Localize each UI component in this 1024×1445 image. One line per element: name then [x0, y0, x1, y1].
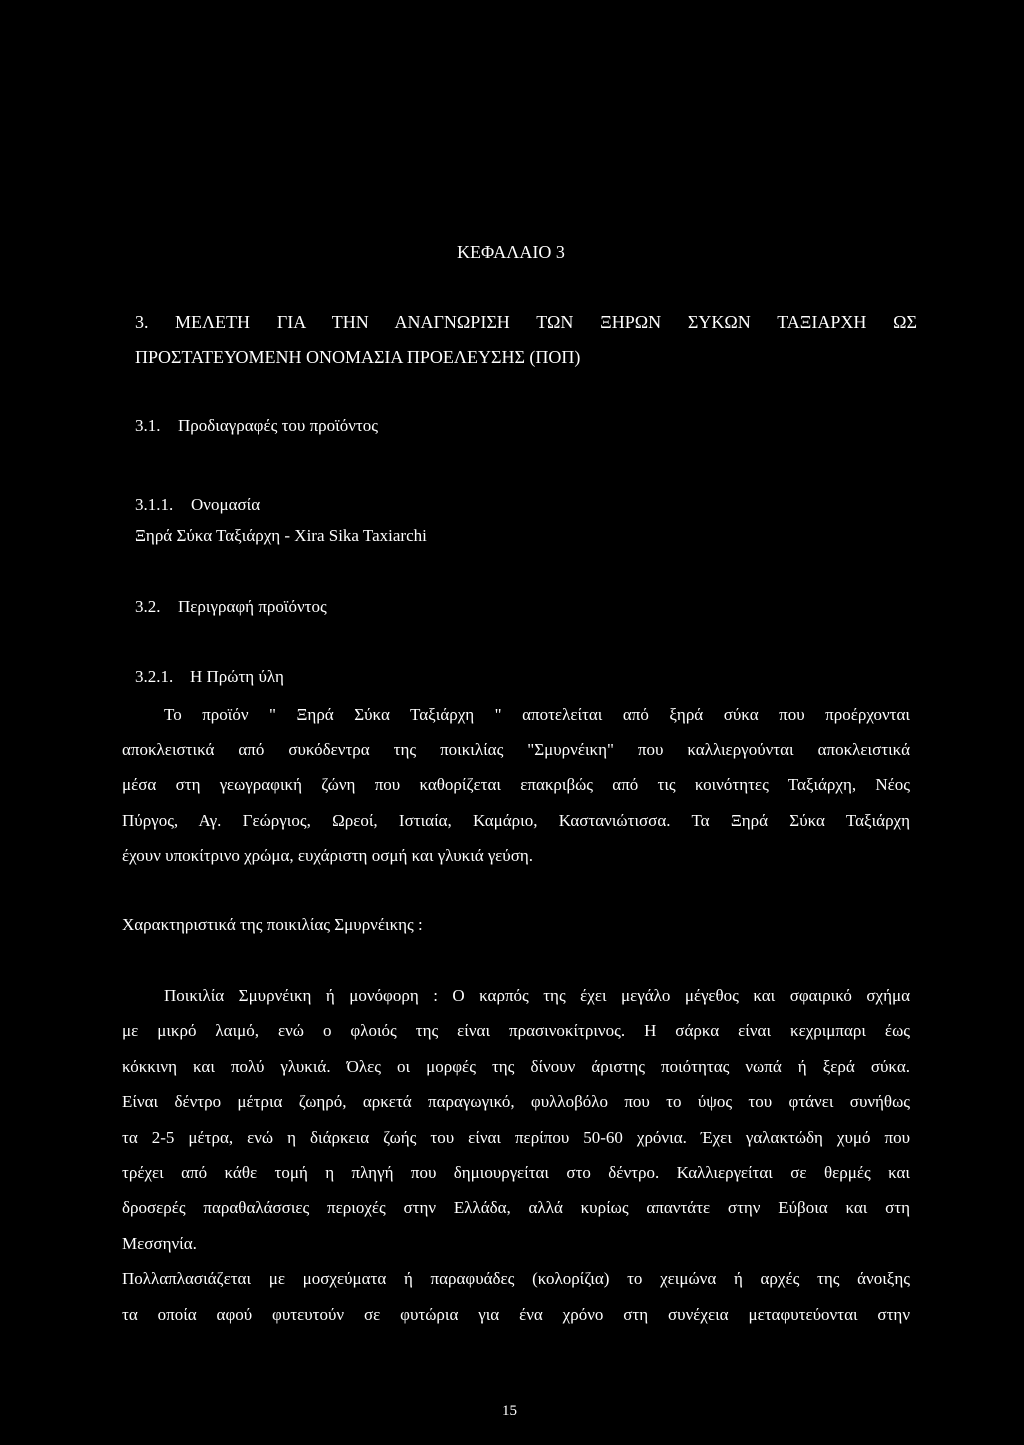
section-3-title-line2: ΠΡΟΣΤΑΤΕΥΟΜΕΝΗ ΟΝΟΜΑΣΙΑ ΠΡΟΕΛΕΥΣΗΣ (ΠΟΠ) — [135, 347, 581, 367]
characteristics-line-6: τρέχει από κάθε τομή η πληγή που δημιουργείται στο δέντρο. Καλλιεργείται σε θερμές και — [122, 1163, 910, 1182]
section-3-1-1-title: Ονομασία — [191, 495, 261, 514]
section-3-1-title: Προδιαγραφές του προϊόντος — [178, 416, 378, 435]
characteristics-line-5: τα 2-5 μέτρα, ενώ η διάρκεια ζωής του είναι περίπου 50-60 χρόνια. Έχει γαλακτώδη χυμό που — [122, 1128, 910, 1147]
section-3-1-number: 3.1. — [135, 416, 161, 435]
characteristics-heading: Χαρακτηριστικά της ποικιλίας Σμυρνέικης : — [122, 915, 423, 934]
page-number: 15 — [502, 1403, 517, 1419]
section-3-1-1-body: Ξηρά Σύκα Ταξιάρχη - Xira Sika Taxiarchi — [135, 526, 427, 545]
characteristics-line-3: κόκκινη και πολύ γλυκιά. Όλες οι μορφές της δίνουν άριστης ποιότητας νωπά ή ξερά σύκα. — [122, 1057, 910, 1076]
characteristics-line-9: Πολλαπλασιάζεται με μοσχεύματα ή παραφυάδες (κολορίζια) το χειμώνα ή αρχές της άνοιξης — [122, 1269, 910, 1288]
section-3-number: 3. — [135, 312, 149, 332]
section-3-1-1-number: 3.1.1. — [135, 495, 174, 514]
characteristics-line-8: Μεσσηνία. — [122, 1234, 197, 1253]
characteristics-line-7: δροσερές παραθαλάσσιες περιοχές στην Ελλάδα, αλλά κυρίως απαντάτε στην Εύβοια και στη — [122, 1198, 910, 1217]
characteristics-line-4: Είναι δέντρο μέτρια ζωηρό, αρκετά παραγωγικό, φυλλοβόλο που το ύψος του φτάνει συνήθως — [122, 1092, 910, 1111]
characteristics-line-1: Ποικιλία Σμυρνέικη ή μονόφορη : Ο καρπός της έχει μεγάλο μέγεθος και σφαιρικό σχήμα — [164, 986, 910, 1005]
characteristics-line-10: τα οποία αφού φυτευτούν σε φυτώρια για ένα χρόνο στη συνέχεια μεταφυτεύονται στην — [122, 1305, 910, 1324]
section-3-title-line1: ΜΕΛΕΤΗ ΓΙΑ ΤΗΝ ΑΝΑΓΝΩΡΙΣΗ ΤΩΝ ΞΗΡΩΝ ΣΥΚΩΝ ΤΑΞΙΑΡΧΗ ΩΣ — [175, 312, 917, 332]
section-3-2-number: 3.2. — [135, 597, 161, 616]
characteristics-line-2: με μικρό λαιμό, ενώ ο φλοιός της είναι πρασινοκίτρινος. Η σάρκα είναι κεχριμπαρι έως — [122, 1021, 910, 1040]
section-3-2-title: Περιγραφή προϊόντος — [178, 597, 327, 616]
raw-material-line-3: μέσα στη γεωγραφική ζώνη που καθορίζεται επακριβώς από τις κοινότητες Ταξιάρχη, Νέος — [122, 775, 910, 794]
section-3-2-1-title: Η Πρώτη ύλη — [190, 667, 284, 686]
raw-material-line-4: Πύργος, Αγ. Γεώργιος, Ωρεοί, Ιστιαία, Καμάριο, Καστανιώτισσα. Τα Ξηρά Σύκα Ταξιάρχη — [122, 811, 910, 830]
raw-material-line-5: έχουν υποκίτρινο χρώμα, ευχάριστη οσμή και γλυκιά γεύση. — [122, 846, 534, 865]
section-3-2-1-number: 3.2.1. — [135, 667, 174, 686]
raw-material-line-1: Το προϊόν " Ξηρά Σύκα Ταξιάρχη " αποτελείται από ξηρά σύκα που προέρχονται — [164, 705, 910, 724]
raw-material-line-2: αποκλειστικά από συκόδεντρα της ποικιλίας "Σμυρνέικη" που καλλιεργούνται αποκλειστικά — [122, 740, 910, 759]
chapter-title: ΚΕΦΑΛΑΙΟ 3 — [457, 242, 565, 262]
